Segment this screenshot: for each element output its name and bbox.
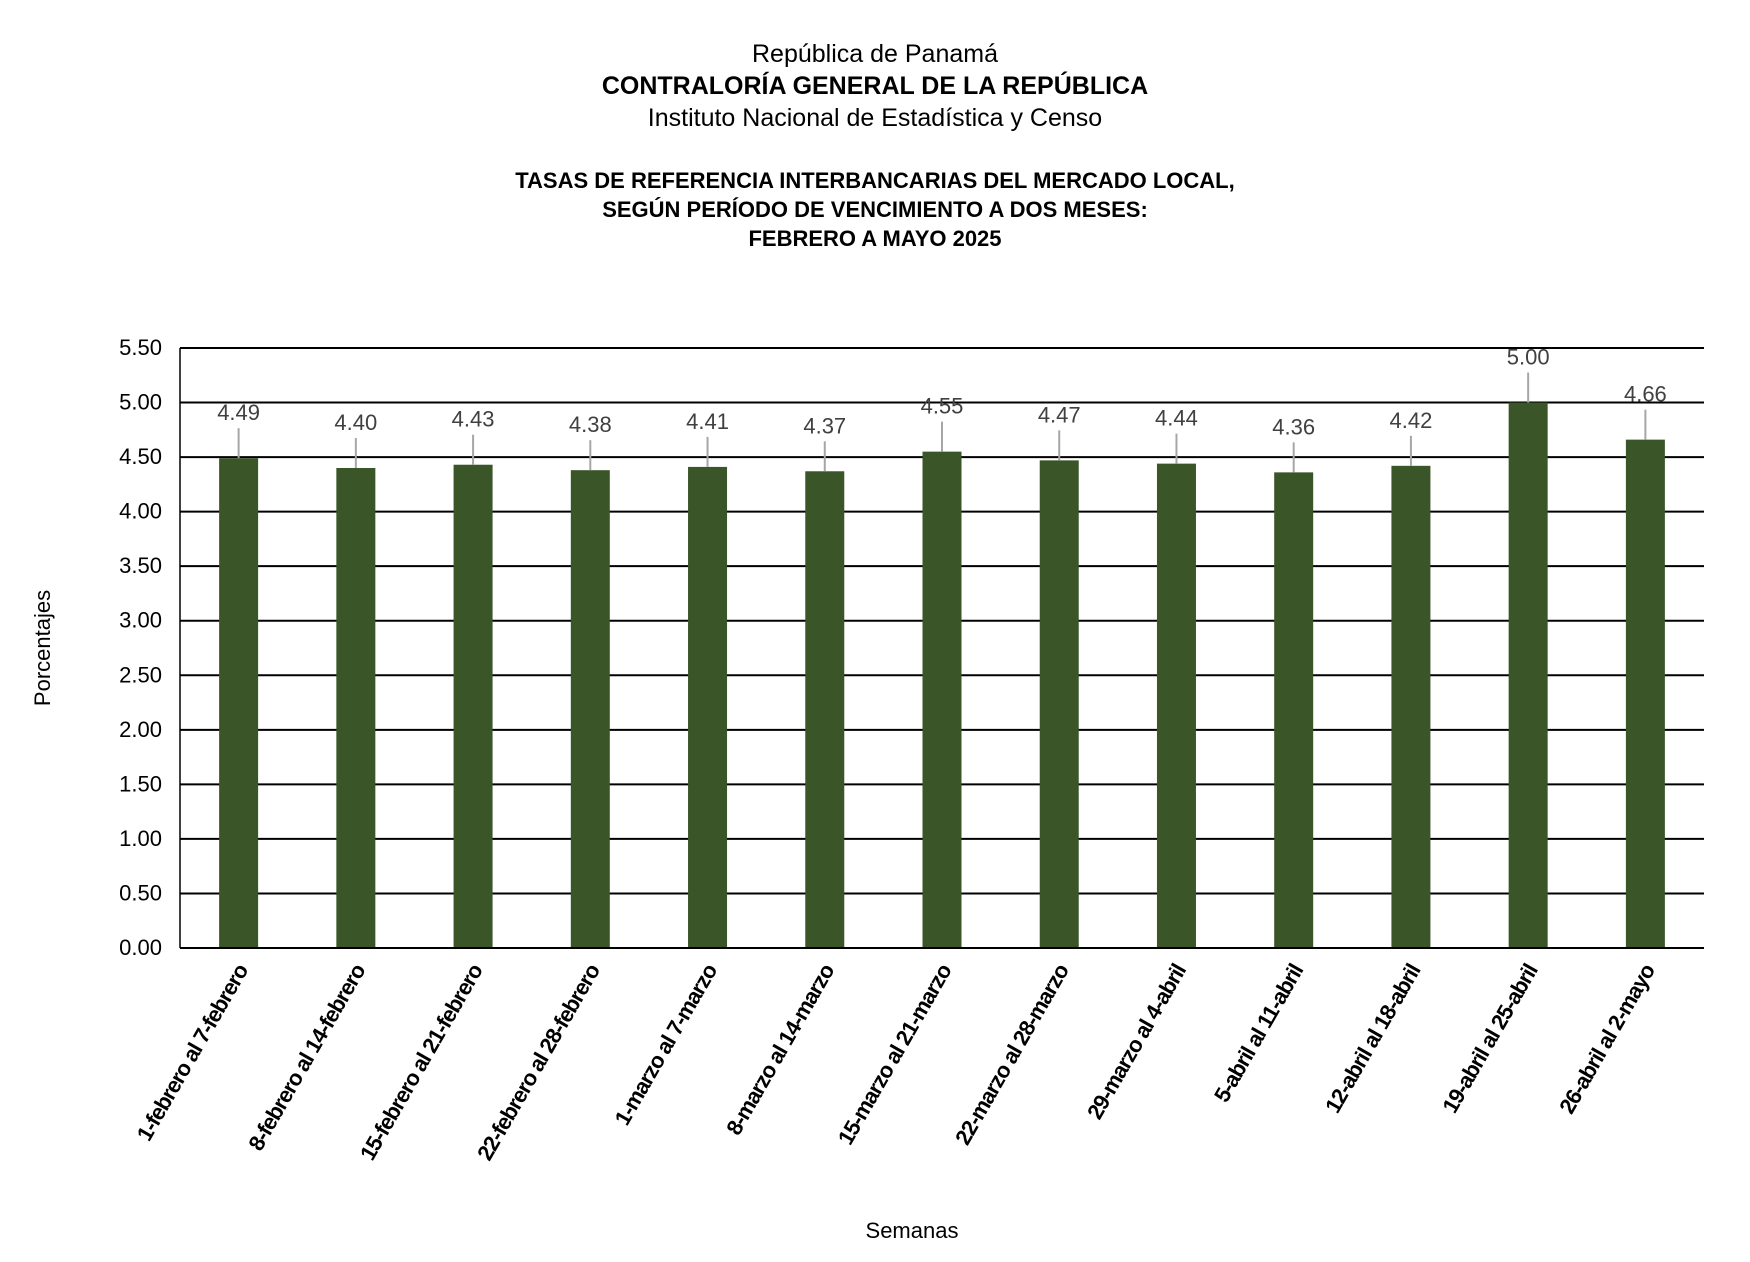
y-axis-title: Porcentajes [30,589,55,707]
organization-name: CONTRALORÍA GENERAL DE LA REPÚBLICA [601,72,1149,100]
y-tick-label: 5.00 [119,389,162,415]
data-label: 4.38 [568,412,612,438]
chart-title-line-3: FEBRERO A MAYO 2025 [748,226,1002,251]
x-tick-label: 1-febrero al 7-febrero [131,960,253,1146]
y-tick-label: 1.00 [119,825,162,851]
data-label: 4.43 [451,406,495,432]
y-tick-label: 3.50 [119,553,162,579]
x-tick-label: 22-febrero al 28-febrero [472,960,605,1165]
y-tick-label: 4.50 [119,444,162,470]
bar [219,458,258,948]
y-tick-label: 0.50 [119,880,162,906]
data-label: 4.49 [217,400,261,426]
data-label: 4.55 [920,393,964,419]
y-tick-label: 3.00 [119,607,162,633]
y-tick-label: 0.00 [119,935,162,960]
data-label: 4.47 [1037,402,1081,428]
bar [1626,440,1665,948]
chart-title-line-1: TASAS DE REFERENCIA INTERBANCARIAS DEL MERCADO LOCAL, [515,168,1235,193]
y-tick-label: 1.50 [119,771,162,797]
x-axis-title: Semanas [865,1218,959,1243]
y-tick-label: 2.00 [119,716,162,742]
x-tick-label: 15-marzo al 21-marzo [832,960,957,1149]
bar [688,467,727,948]
data-label: 5.00 [1506,344,1550,370]
data-label: 4.44 [1155,405,1198,431]
x-tick-label: 8-marzo al 14-marzo [721,960,840,1140]
bar [571,470,610,948]
y-tick-label: 4.00 [119,498,162,524]
bar [1157,464,1196,948]
data-label: 4.36 [1272,414,1316,440]
institute-name: Instituto Nacional de Estadística y Censo [647,104,1103,132]
bar [923,452,962,948]
x-tick-label: 15-febrero al 21-febrero [354,960,488,1165]
x-tick-label: 1-marzo al 7-marzo [609,960,722,1130]
bar [1274,472,1313,948]
data-label: 4.42 [1389,407,1433,433]
bar [336,468,375,948]
x-tick-label: 8-febrero al 14-febrero [243,960,371,1155]
chart-title-line-2: SEGÚN PERÍODO DE VENCIMIENTO A DOS MESES: [602,197,1148,222]
data-label: 4.41 [686,408,729,434]
x-tick-label: 26-abril al 2-mayo [1554,960,1660,1118]
bar [805,471,844,948]
x-tick-label: 5-abril al 11-abril [1209,960,1309,1107]
bar [1509,403,1548,948]
data-label: 4.40 [334,410,378,435]
y-tick-label: 5.50 [119,335,162,360]
x-tick-label: 29-marzo al 4-abril [1082,960,1191,1124]
y-tick-label: 2.50 [119,662,162,688]
x-tick-label: 12-abril al 18-abril [1320,960,1426,1118]
data-label: 4.37 [803,413,847,439]
x-tick-label: 19-abril al 25-abril [1437,960,1543,1118]
x-tick-label: 22-marzo al 28-marzo [950,960,1074,1149]
data-label: 4.66 [1623,381,1667,407]
bar [1040,460,1079,948]
bar [1391,466,1430,948]
bar [454,465,493,948]
country-name: República de Panamá [752,40,998,68]
